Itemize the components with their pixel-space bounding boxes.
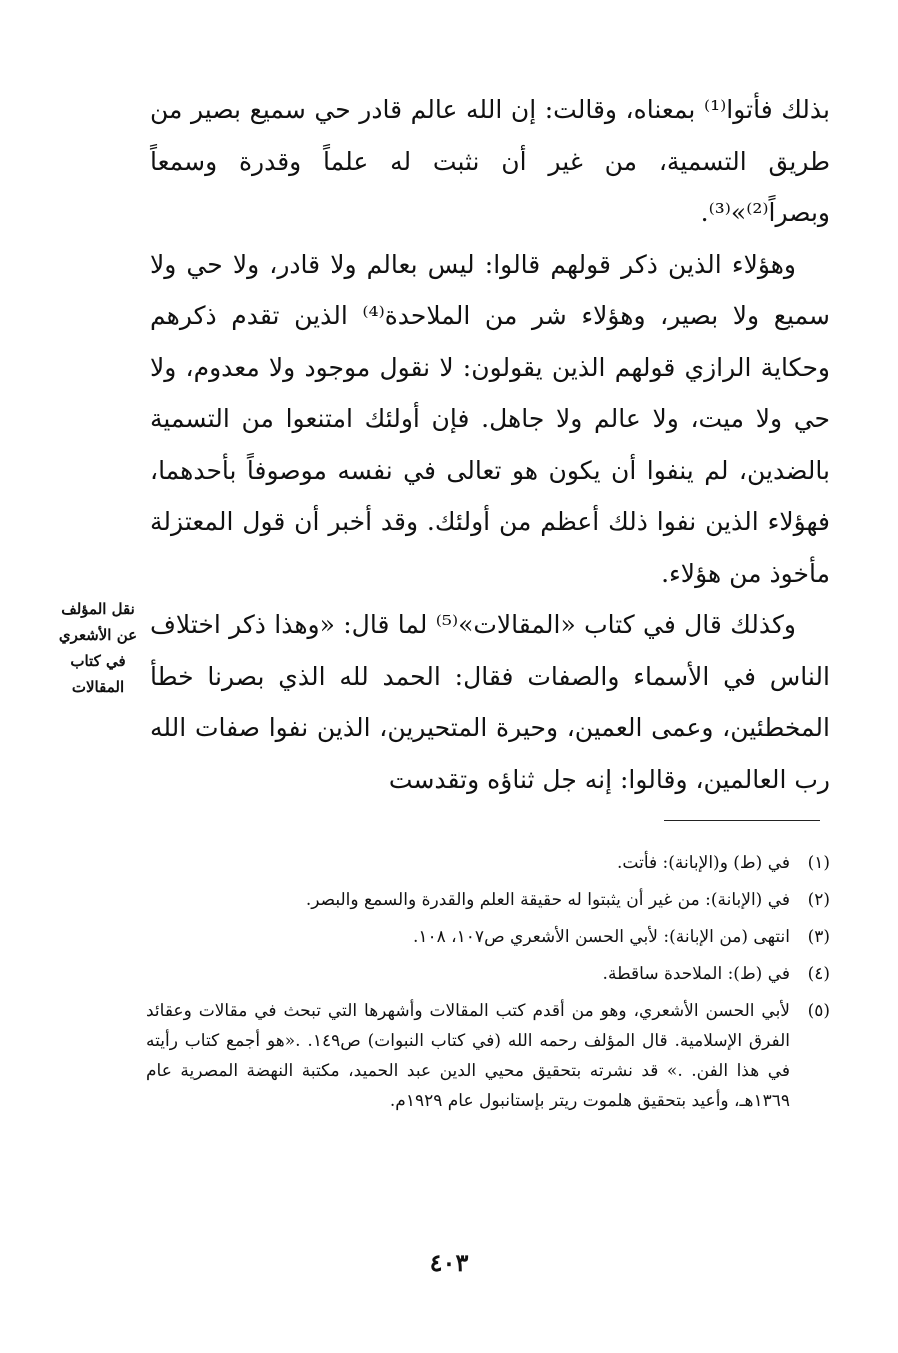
footnote-text: انتهى (من الإبانة): لأبي الحسن الأشعري ص١٠٧، ١٠٨.: [412, 927, 790, 947]
footnote-number: (٢): [807, 890, 830, 910]
margin-note-line: عن الأشعري: [58, 626, 138, 644]
footnote: [146, 922, 830, 952]
margin-note-line: نقل المؤلف: [61, 600, 135, 618]
footnote-number: (٣): [807, 927, 830, 947]
footnote-number: (١): [807, 853, 830, 873]
footnote-text: لأبي الحسن الأشعري، وهو من أقدم كتب المقالات وأشهرها التي تبحث في مقالات وعقائد الفرق الإسلامية. قال المؤلف رحمه الله (في كتاب النبوات) ص١٤٩. .«هو أجمع كتاب رأيته في هذا الفن. .» قد نشرته بتحقيق محيي الدين عبد الحميد، مكتبة النهضة المصرية عام ١٣٦٩هـ، وأعيد بتحقيق هلموت ريتر بإستانبول عام ١٩٢٩م.: [146, 1001, 790, 1111]
paragraph-1: بذلك فأتوا⁽¹⁾ بمعناه، وقالت: إن الله عالم قادر حي سميع بصير من طريق التسمية، من غير أن نثبت له علماً وقدرة وسمعاً وبصراً⁽²⁾»⁽³⁾.: [150, 95, 831, 227]
footnote-text: في (ط): الملاحدة ساقطة.: [602, 964, 790, 984]
margin-note-line: في كتاب: [70, 652, 126, 670]
footnote-divider: [664, 820, 820, 821]
footnote-text: في (ط) و(الإبانة): فأتت.: [616, 853, 790, 873]
paragraph-3: وكذلك قال في كتاب «المقالات»⁽⁵⁾ لما قال: «وهذا ذكر اختلاف الناس في الأسماء والصفات فقال: الحمد لله الذي بصرنا خطأ المخطئين، وعمى العمين، وحيرة المتحيرين، الذين نفوا صفات الله رب العالمين، وقالوا: إنه جل ثناؤه وتقدست: [150, 610, 830, 794]
footnotes: [146, 848, 830, 1123]
footnote-number: (٤): [807, 964, 830, 984]
footnote-text: في (الإبانة): من غير أن يثبتوا له حقيقة العلم والقدرة والسمع والبصر.: [305, 890, 790, 910]
main-text: [150, 84, 830, 805]
footnote: [146, 996, 830, 1116]
footnote: [146, 885, 830, 915]
page-number: ٤٠٣: [429, 1248, 469, 1277]
margin-note-line: المقالات: [71, 678, 125, 696]
margin-note: [52, 596, 144, 700]
paragraph-2: وهؤلاء الذين ذكر قولهم قالوا: ليس بعالم ولا قادر، ولا حي ولا سميع ولا بصير، وهؤلاء شر من الملاحدة⁽⁴⁾ الذين تقدم ذكرهم وحكاية الرازي قولهم الذين يقولون: لا نقول موجود ولا معدوم، ولا حي ولا ميت، ولا عالم ولا جاهل. فإن أولئك امتنعوا من التسمية بالضدين، لم ينفوا أن يكون هو تعالى في نفسه موصوفاً بأحدهما، فهؤلاء الذين نفوا ذلك أعظم من أولئك. وقد أخبر أن قول المعتزلة مأخوذ من هؤلاء.: [150, 249, 830, 588]
footnote: [146, 959, 830, 989]
footnote-number: (٥): [807, 1001, 830, 1021]
footnote: [146, 848, 830, 878]
